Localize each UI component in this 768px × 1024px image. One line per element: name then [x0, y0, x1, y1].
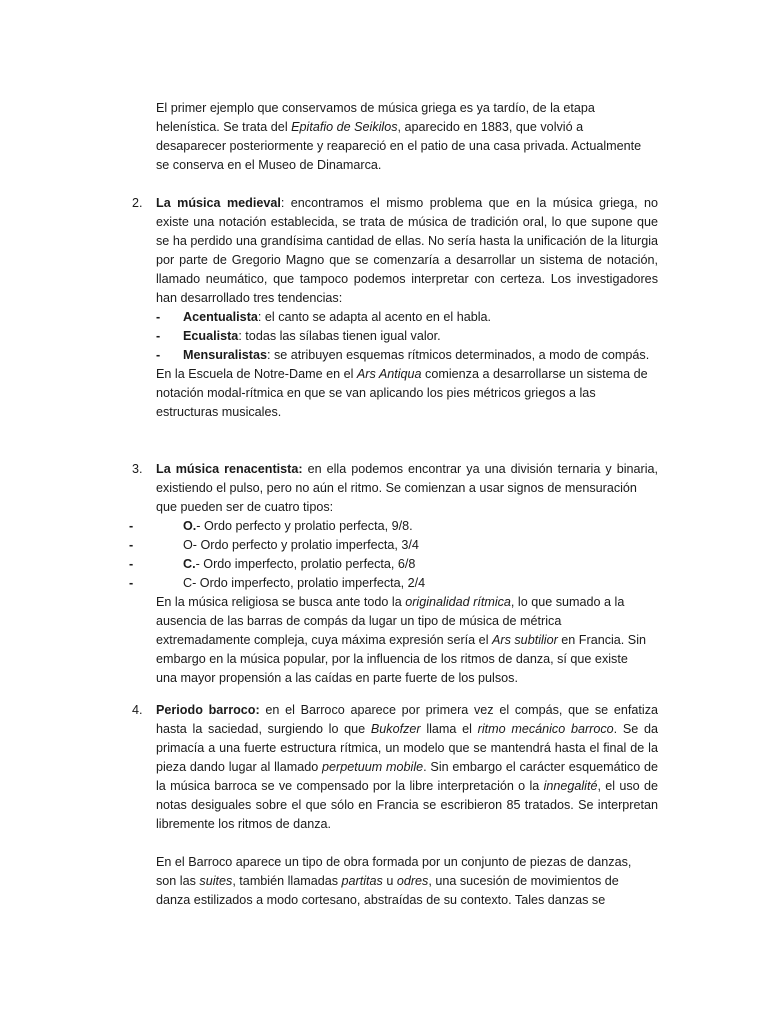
intro-paragraph — [156, 99, 658, 175]
section-line: son las suites, también llamadas partitas u odres, una sucesión de movimientos de — [156, 874, 619, 888]
bullet-item: - Ecualista: todas las sílabas tienen igual valor. — [156, 329, 441, 343]
section-line: existiendo el pulso, pero no aún el ritmo. Se comienzan a usar signos de mensuración — [156, 481, 637, 495]
section-baroque — [156, 701, 658, 834]
section-medieval — [156, 194, 658, 422]
intro-line: desaparecer posteriormente y reapareció en el patio de una casa privada. Actualmente — [156, 139, 642, 153]
section-paragraph: Periodo barroco: en el Barroco aparece por primera vez el compás, que se enfatiza hasta la saciedad, surgiendo lo que Bukofzer llama el ritmo mecánico barroco. Se da primacía a una fuerte estructura rítmica, un modelo que se mantendrá hasta el final de la pieza dando lugar al llamado perpetuum mobile. Sin embargo el carácter esquemático de la música barroca se ve compensado por la libre interpretación o la innegalité, el uso de notas desiguales sobre el que sólo en Francia se escribieron 85 tratados. Se interpretan libremente los ritmos de danza. — [156, 703, 659, 831]
section-title: Periodo barroco: — [156, 703, 260, 717]
bullet-item: - C.- Ordo imperfecto, prolatio perfecta, 6/8 — [129, 557, 416, 571]
section-line: estructuras musicales. — [156, 405, 282, 419]
intro-line: helenística. Se trata del Epitafio de Seikilos, aparecido en 1883, que volvió a — [156, 120, 584, 134]
section-title: La música renacentista: — [156, 462, 303, 476]
bullet-item: - Mensuralistas: se atribuyen esquemas rítmicos determinados, a modo de compás. — [156, 348, 650, 362]
bullet-item: - C- Ordo imperfecto, prolatio imperfecta, 2/4 — [129, 576, 426, 590]
section-line: ausencia de las barras de compás da lugar un tipo de música de métrica — [156, 614, 562, 628]
section-number: 2. — [132, 196, 143, 210]
bullet-item: - O- Ordo perfecto y prolatio imperfecta, 3/4 — [129, 538, 419, 552]
section-line: extremadamente compleja, cuya máxima expresión sería el Ars subtilior en Francia. Sin — [156, 633, 646, 647]
section-number: 4. — [132, 703, 143, 717]
section-title: La música medieval — [156, 196, 281, 210]
section-line: En la Escuela de Notre-Dame en el Ars Antiqua comienza a desarrollarse un sistema de — [156, 367, 648, 381]
intro-line: El primer ejemplo que conservamos de música griega es ya tardío, de la etapa — [156, 101, 595, 115]
bullet-item: - Acentualista: el canto se adapta al acento en el habla. — [156, 310, 492, 324]
section-number: 3. — [132, 462, 143, 476]
intro-line: se conserva en el Museo de Dinamarca. — [156, 158, 382, 172]
section-line: que pueden ser de cuatro tipos: — [156, 500, 334, 514]
section-line: danza estilizados a modo cortesano, abstraídas de su contexto. Tales danzas se — [156, 893, 606, 907]
section-line: embargo en la música popular, por la influencia de los ritmos de danza, sí que existe — [156, 652, 628, 666]
baroque-suites-paragraph — [156, 853, 658, 910]
section-line: La música renacentista: en ella podemos encontrar ya una división ternaria y binaria, — [156, 462, 658, 476]
section-renaissance — [129, 460, 658, 688]
section-line: En la música religiosa se busca ante todo la originalidad rítmica, lo que sumado a la — [156, 595, 625, 609]
section-paragraph: La música medieval: encontramos el mismo problema que en la música griega, no existe una notación establecida, se trata de música de tradición oral, lo que supone que se ha perdido una grandísima cantidad de ellas. No sería hasta la unificación de la liturgia por parte de Gregorio Magno que se comenzaría a desarrollar un sistema de notación, llamado neumático, que tampoco podemos interpretar con certeza. Los investigadores han desarrollado tres tendencias: — [156, 196, 658, 305]
section-line: una mayor propensión a las caídas en parte fuerte de los pulsos. — [156, 671, 518, 685]
section-line: En el Barroco aparece un tipo de obra formada por un conjunto de piezas de danzas, — [156, 855, 632, 869]
bullet-item: - O.- Ordo perfecto y prolatio perfecta, 9/8. — [129, 519, 413, 533]
section-line: notación modal-rítmica en que se van aplicando los pies métricos griegos a las — [156, 386, 596, 400]
